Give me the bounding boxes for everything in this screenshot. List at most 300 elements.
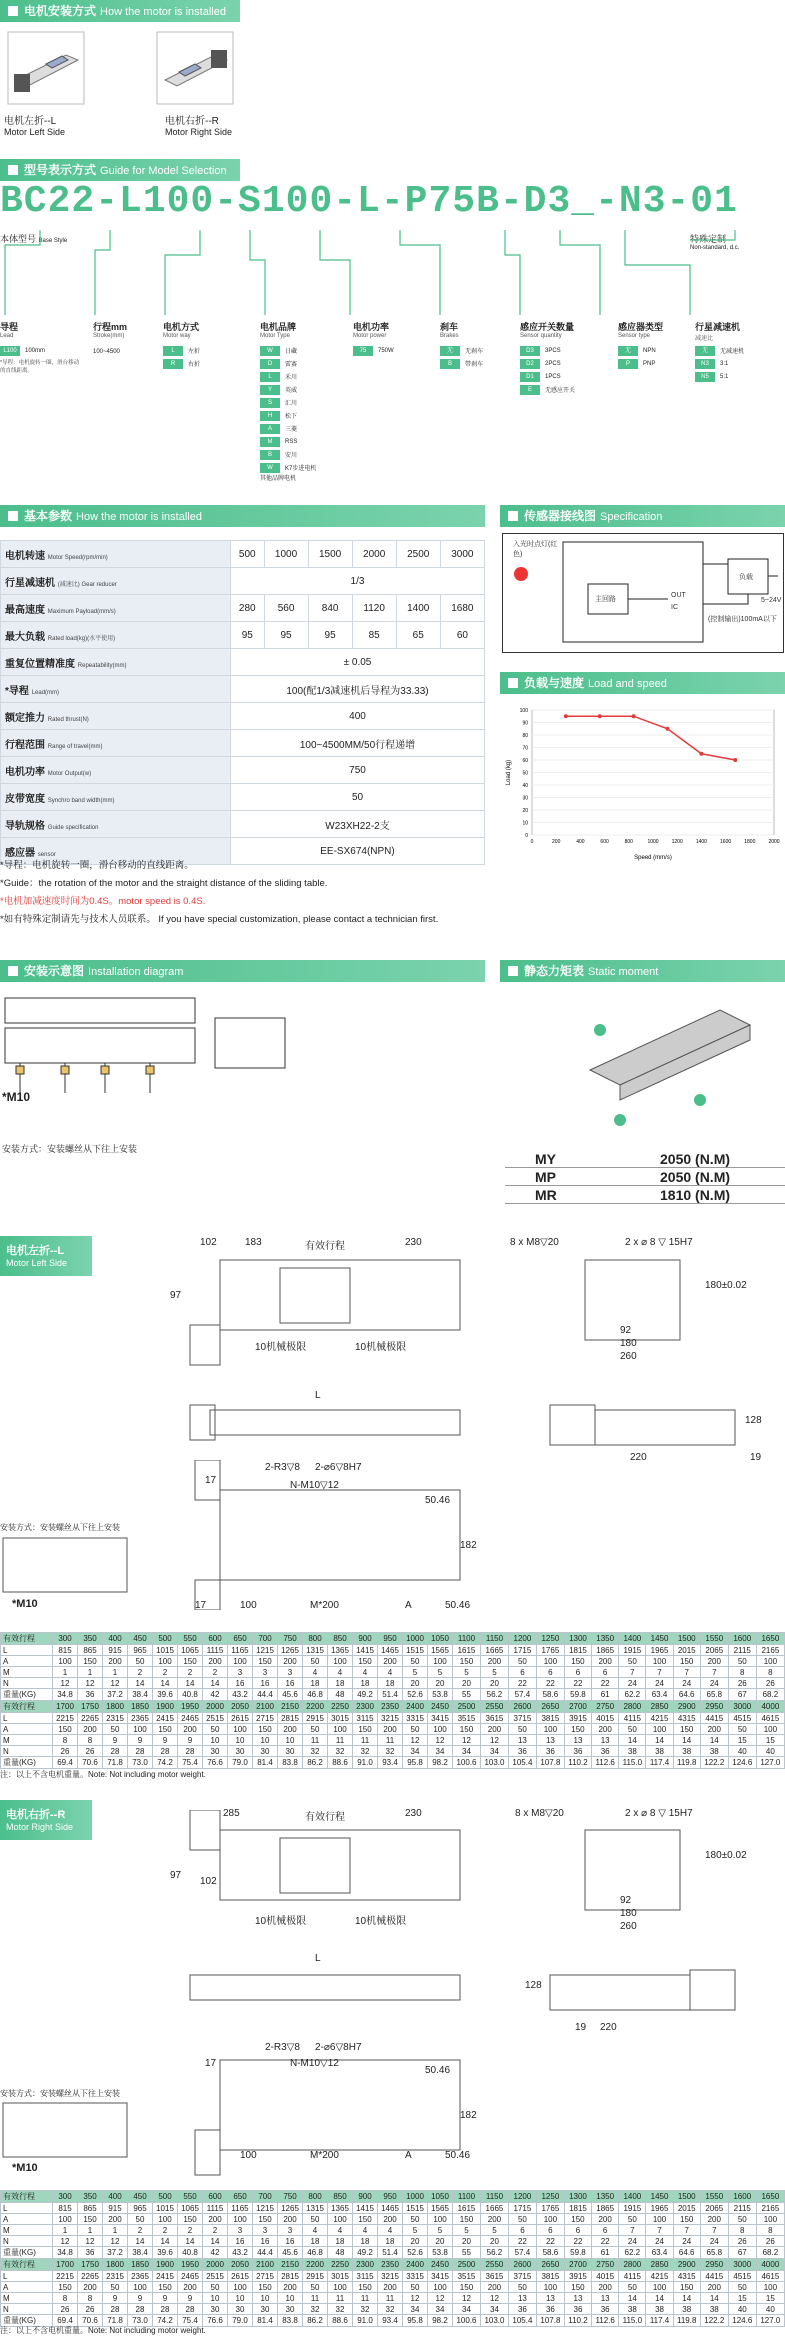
option-label: PNP — [643, 360, 656, 367]
table-cell: 2150 — [278, 2259, 303, 2271]
spec-key-cn: 皮带宽度 — [5, 793, 45, 805]
option-label: RSS — [285, 438, 298, 445]
option-label: 安川 — [285, 453, 298, 459]
option-row — [260, 345, 316, 356]
table-cell: 3515 — [453, 2271, 481, 2282]
spec-row — [1, 622, 485, 649]
table-cell: 40.8 — [178, 1689, 203, 1701]
table-cell: 50 — [728, 2214, 756, 2225]
dim-L-r: L — [315, 1953, 321, 1964]
table-cell: 200 — [178, 2282, 203, 2293]
left-table-foot: 注：以上不含电机重量。Note: Not including motor weight. — [0, 1770, 206, 1779]
table-cell: 1900 — [153, 2259, 178, 2271]
table-cell: 2800 — [619, 2259, 646, 2271]
table-cell: 38 — [646, 2304, 673, 2315]
table-cell: 37.2 — [103, 1689, 128, 1701]
spec-cell: 1000 — [264, 541, 308, 568]
table-cell: 34 — [453, 2304, 481, 2315]
table-cell: 150 — [673, 2282, 700, 2293]
table-cell: 1250 — [536, 1633, 564, 1645]
dim-128: 128 — [745, 1415, 762, 1426]
table-cell: 50 — [619, 2214, 646, 2225]
option-label: 3:1 — [720, 360, 729, 367]
table-cell: 1700 — [53, 1701, 78, 1713]
spec-cell: 500 — [231, 541, 265, 568]
table-cell: 5 — [428, 1667, 453, 1678]
option-row — [618, 345, 656, 356]
table-cell: 800 — [303, 1633, 328, 1645]
table-cell: 70.6 — [78, 1757, 103, 1769]
table-cell: 13 — [564, 1735, 591, 1746]
table-cell: 2350 — [378, 1701, 403, 1713]
table-cell: 150 — [253, 2214, 278, 2225]
table-cell: 38 — [646, 1746, 673, 1757]
table-cell: 150 — [453, 1656, 481, 1667]
stroke-cn: 行程mm — [93, 322, 128, 332]
table-cell: 20 — [453, 2236, 481, 2247]
table-cell: 124.6 — [728, 2315, 756, 2327]
right-install-drawing — [0, 2100, 130, 2160]
table-cell: 200 — [700, 1724, 728, 1735]
table-cell: 10 — [278, 1735, 303, 1746]
install-header — [0, 960, 485, 982]
table-cell: 42 — [203, 2247, 228, 2259]
table-cell: 2250 — [328, 1701, 353, 1713]
lead-en: Lead — [0, 333, 14, 339]
table-cell: 2 — [203, 1667, 228, 1678]
table-cell: 1215 — [253, 2203, 278, 2214]
install-m10: *M10 — [2, 1090, 31, 1104]
table-cell: 2415 — [153, 2271, 178, 2282]
table-cell: 24 — [700, 1678, 728, 1689]
table-cell: 2200 — [303, 1701, 328, 1713]
base-cn: 本体型号 — [0, 234, 37, 244]
table-cell: 24 — [646, 2236, 673, 2247]
table-row — [1, 1746, 785, 1757]
right-side-en: Motor Right Side — [6, 1822, 74, 1832]
table-cell: 50 — [303, 2282, 328, 2293]
table-cell: 16 — [278, 2236, 303, 2247]
table-cell: 2750 — [592, 2259, 619, 2271]
table-cell: 30 — [253, 2304, 278, 2315]
row-key: M — [1, 2293, 53, 2304]
table-cell: 4000 — [756, 2259, 784, 2271]
table-cell: 88.6 — [328, 2315, 353, 2327]
option-tag: Y — [260, 385, 280, 395]
table-cell: 95.8 — [403, 2315, 428, 2327]
load-label: 负载 — [739, 574, 753, 581]
table-cell: 150 — [564, 2214, 591, 2225]
table-cell: 200 — [592, 2214, 619, 2225]
lead-label — [0, 320, 18, 339]
table-row — [1, 2236, 785, 2247]
table-cell: 1550 — [700, 1633, 728, 1645]
header-title-en: Installation diagram — [88, 966, 184, 978]
dim-102: 102 — [200, 1237, 217, 1248]
table-cell: 28 — [128, 1746, 153, 1757]
table-cell: 100 — [153, 2214, 178, 2225]
table-cell: 1950 — [178, 1701, 203, 1713]
left-side-en: Motor Left Side — [6, 1258, 68, 1268]
table-cell: 1350 — [592, 2191, 619, 2203]
spec-key-cn: 行星减速机 — [5, 577, 55, 589]
table-row — [1, 2259, 785, 2271]
dim-128-r: 128 — [525, 1980, 542, 1991]
spec-key-cn: 额定推力 — [5, 712, 45, 724]
table-cell: 28 — [153, 2304, 178, 2315]
table-cell: 105.4 — [508, 2315, 536, 2327]
table-cell: 49.2 — [353, 2247, 378, 2259]
table-cell: 28 — [103, 1746, 128, 1757]
spec-cell: 95 — [231, 622, 265, 649]
spec-cell: 85 — [352, 622, 396, 649]
option-row — [520, 371, 575, 382]
table-cell: 100 — [328, 1656, 353, 1667]
red-cn: 行星减速机 — [695, 322, 741, 332]
table-cell: 12 — [480, 2293, 508, 2304]
dim-A: A — [405, 1600, 412, 1611]
table-cell: 74.2 — [153, 1757, 178, 1769]
option-row — [520, 345, 575, 356]
table-cell: 12 — [78, 1678, 103, 1689]
table-cell: 20 — [403, 2236, 428, 2247]
option-row — [618, 358, 656, 369]
x-tick-label: 200 — [552, 839, 561, 845]
option-row — [440, 345, 483, 356]
option-row — [260, 358, 316, 369]
table-cell: 7 — [700, 2225, 728, 2236]
option-label: 左折 — [188, 349, 201, 355]
spec-cell: W23XH22-2支 — [231, 811, 485, 838]
option-tag: H — [260, 411, 280, 421]
table-cell: 3 — [278, 2225, 303, 2236]
moment-drawing — [560, 990, 760, 1140]
option-label: 三菱 — [285, 427, 298, 433]
table-cell: 200 — [480, 2282, 508, 2293]
option-row — [163, 358, 200, 369]
table-cell: 127.0 — [756, 2315, 784, 2327]
spec-key-cn: 最大负载 — [5, 631, 45, 643]
table-cell: 400 — [103, 1633, 128, 1645]
table-cell: 1900 — [153, 1701, 178, 1713]
table-cell: 8 — [728, 2225, 756, 2236]
table-cell: 4 — [353, 2225, 378, 2236]
table-cell: 815 — [53, 1645, 78, 1656]
table-cell: 550 — [178, 1633, 203, 1645]
table-cell: 3615 — [480, 2271, 508, 2282]
table-cell: 1215 — [253, 1645, 278, 1656]
speed-header — [500, 672, 785, 694]
table-cell: 815 — [53, 2203, 78, 2214]
table-cell: 50 — [403, 1724, 428, 1735]
table-cell: 6 — [508, 1667, 536, 1678]
red-en: 减速比 — [695, 336, 714, 342]
table-cell: 2365 — [128, 1713, 153, 1724]
x-tick-label: 2000 — [768, 839, 780, 845]
table-cell: 100 — [228, 2282, 253, 2293]
table-cell: 2100 — [253, 1701, 278, 1713]
dim-hole-r: 2 x ⌀ 8 ▽ 15H7 — [625, 1808, 693, 1819]
motor-left-image — [6, 30, 86, 106]
install-drawing — [0, 988, 300, 1108]
table-row — [1, 1735, 785, 1746]
table-row — [1, 2304, 785, 2315]
spec-key-en: Rated load(kg)(水平使用) — [47, 635, 116, 642]
lead-cn: 导程 — [0, 322, 19, 332]
spec-key-cn: *导程 — [5, 685, 29, 697]
spec-cell: 1/3 — [231, 568, 485, 595]
table-cell: 2750 — [592, 1701, 619, 1713]
option-tag: S — [260, 398, 280, 408]
option-label: 2PCS — [545, 360, 561, 367]
table-cell: 30 — [203, 1746, 228, 1757]
table-cell: 100 — [328, 1724, 353, 1735]
table-cell: 200 — [78, 1724, 103, 1735]
table-cell: 5 — [453, 2225, 481, 2236]
table-row — [1, 2214, 785, 2225]
square-icon — [8, 165, 18, 175]
table-cell: 100 — [428, 1656, 453, 1667]
table-cell: 12 — [428, 2293, 453, 2304]
table-cell: 36 — [78, 2247, 103, 2259]
table-cell: 1115 — [203, 2203, 228, 2214]
table-cell: 14 — [700, 2293, 728, 2304]
table-cell: 4015 — [592, 2271, 619, 2282]
table-cell: 1 — [53, 1667, 78, 1678]
table-cell: 11 — [303, 1735, 328, 1746]
table-cell: 13 — [508, 2293, 536, 2304]
table-cell: 20 — [453, 1678, 481, 1689]
table-cell: 10 — [228, 1735, 253, 1746]
table-cell: 18 — [378, 1678, 403, 1689]
table-cell: 24 — [619, 1678, 646, 1689]
right-en: Motor Right Side — [165, 127, 233, 137]
table-row — [1, 1689, 785, 1701]
table-cell: 800 — [303, 2191, 328, 2203]
table-cell: 100 — [328, 2282, 353, 2293]
table-cell: 50 — [103, 1724, 128, 1735]
dim-h6: 2-⌀6▽8H7 — [315, 1462, 362, 1473]
table-cell: 18 — [353, 2236, 378, 2247]
lamp-label: 入光时点灯(红色) — [513, 541, 558, 558]
table-cell: 3415 — [428, 2271, 453, 2282]
table-cell: 2300 — [353, 1701, 378, 1713]
table-cell: 119.8 — [673, 1757, 700, 1769]
table-cell: 6 — [536, 1667, 564, 1678]
option-label: 5:1 — [720, 373, 729, 380]
row-key: L — [1, 1645, 53, 1656]
table-cell: 26 — [53, 1746, 78, 1757]
table-cell: 2650 — [536, 1701, 564, 1713]
table-cell: 14 — [700, 1735, 728, 1746]
spec-row — [1, 703, 485, 730]
table-cell: 16 — [253, 1678, 278, 1689]
table-cell: 11 — [378, 2293, 403, 2304]
table-cell: 2250 — [328, 2259, 353, 2271]
option-row — [260, 371, 316, 382]
table-cell: 2700 — [564, 1701, 591, 1713]
table-cell: 2 — [203, 2225, 228, 2236]
stroke-label — [93, 320, 127, 339]
option-tag: N3 — [695, 359, 715, 369]
row-key: L — [1, 2271, 53, 2282]
spec-row — [1, 649, 485, 676]
table-cell: 57.4 — [508, 1689, 536, 1701]
table-cell: 150 — [353, 2214, 378, 2225]
stype-label — [618, 320, 663, 339]
table-cell: 62.2 — [619, 2247, 646, 2259]
table-cell: 965 — [128, 1645, 153, 1656]
note1: *导程：电机旋转一圈，滑台移动的直线距离。 — [0, 860, 194, 871]
x-axis-label: Speed (mm/s) — [634, 855, 672, 861]
table-cell: 100 — [536, 1656, 564, 1667]
table-cell: 1465 — [378, 2203, 403, 2214]
table-cell: 14 — [646, 2293, 673, 2304]
table-cell: 91.0 — [353, 1757, 378, 1769]
option-label: 带刹车 — [465, 362, 484, 368]
table-cell: 13 — [592, 2293, 619, 2304]
table-cell: 1915 — [619, 1645, 646, 1656]
table-cell: 50 — [728, 1656, 756, 1667]
row-key: 有效行程 — [1, 2259, 53, 2271]
table-cell: 34 — [428, 2304, 453, 2315]
table-cell: 150 — [564, 1724, 591, 1735]
table-cell: 36 — [564, 1746, 591, 1757]
right-motor-drawing — [545, 1965, 745, 2025]
table-cell: 105.4 — [508, 1757, 536, 1769]
y-tick-label: 20 — [522, 808, 528, 814]
table-cell: 4 — [378, 1667, 403, 1678]
table-cell: 1650 — [756, 1633, 784, 1645]
dim-180: 180±0.02 — [705, 1280, 747, 1291]
table-cell: 12 — [403, 2293, 428, 2304]
table-cell: 36 — [508, 1746, 536, 1757]
table-cell: 150 — [453, 2282, 481, 2293]
power-options — [353, 345, 394, 358]
table-cell: 16 — [253, 2236, 278, 2247]
stroke-value: 100~4500 — [93, 349, 120, 355]
table-cell: 200 — [480, 2214, 508, 2225]
table-cell: 12 — [53, 2236, 78, 2247]
table-cell: 2915 — [303, 1713, 328, 1724]
table-cell: 26 — [756, 1678, 784, 1689]
table-cell: 22 — [564, 1678, 591, 1689]
moment-key: MR — [535, 1187, 557, 1203]
option-tag: W — [260, 463, 280, 473]
table-cell: 2 — [128, 1667, 153, 1678]
table-cell: 4 — [328, 1667, 353, 1678]
y-tick-label: 60 — [522, 758, 528, 764]
row-key: M — [1, 2225, 53, 2236]
table-cell: 1950 — [178, 2259, 203, 2271]
table-cell: 2 — [178, 2225, 203, 2236]
table-cell: 2915 — [303, 2271, 328, 2282]
table-cell: 14 — [178, 2236, 203, 2247]
table-cell: 38 — [673, 1746, 700, 1757]
table-cell: 2450 — [428, 1701, 453, 1713]
table-cell: 11 — [353, 2293, 378, 2304]
table-cell: 81.4 — [253, 2315, 278, 2327]
left-install-note: 安装方式：安装螺丝从下往上安装 — [0, 1523, 120, 1532]
table-cell: 3215 — [378, 1713, 403, 1724]
table-cell: 22 — [592, 2236, 619, 2247]
option-row — [440, 358, 483, 369]
table-cell: 865 — [78, 1645, 103, 1656]
spec-key-en: Rated thrust(N) — [47, 716, 89, 723]
spec-key-cn: 感应器 — [5, 847, 35, 859]
table-cell: 5 — [480, 2225, 508, 2236]
spec-cell: 3000 — [440, 541, 484, 568]
table-cell: 9 — [103, 2293, 128, 2304]
row-key: A — [1, 1724, 53, 1735]
basic-header — [0, 505, 485, 527]
table-cell: 1165 — [228, 1645, 253, 1656]
table-cell: 63.4 — [646, 1689, 673, 1701]
spec-row — [1, 784, 485, 811]
table-cell: 1865 — [592, 1645, 619, 1656]
data-point — [632, 714, 636, 718]
lead-value: 100mm — [25, 347, 46, 354]
table-cell: 200 — [278, 2214, 303, 2225]
table-cell: 2350 — [378, 2259, 403, 2271]
table-cell: 50 — [303, 1724, 328, 1735]
option-tag: D2 — [520, 359, 540, 369]
install-way-header — [0, 0, 240, 22]
table-cell: 10 — [203, 2293, 228, 2304]
table-cell: 18 — [378, 2236, 403, 2247]
table-cell: 2950 — [700, 1701, 728, 1713]
table-cell: 49.2 — [353, 1689, 378, 1701]
table-cell: 750 — [278, 2191, 303, 2203]
x-tick-label: 1600 — [720, 839, 732, 845]
option-tag: W — [260, 346, 280, 356]
table-row — [1, 1701, 785, 1713]
right-side-label — [0, 1800, 92, 1840]
table-cell: 12 — [78, 2236, 103, 2247]
table-cell: 22 — [592, 1678, 619, 1689]
model-code: BC22-L100-S100-L-P75B-D3_-N3-01 — [0, 180, 738, 223]
table-cell: 6 — [536, 2225, 564, 2236]
left-en: Motor Left Side — [4, 127, 66, 137]
spec-cell: 1680 — [440, 595, 484, 622]
data-point — [564, 714, 568, 718]
table-cell: 2515 — [203, 2271, 228, 2282]
table-cell: 73.0 — [128, 1757, 153, 1769]
table-cell: 8 — [78, 2293, 103, 2304]
table-cell: 69.4 — [53, 2315, 78, 2327]
table-cell: 2715 — [253, 1713, 278, 1724]
table-cell: 2815 — [278, 1713, 303, 1724]
table-row — [1, 2247, 785, 2259]
table-cell: 50 — [508, 2214, 536, 2225]
table-cell: 600 — [203, 1633, 228, 1645]
table-cell: 1765 — [536, 2203, 564, 2214]
table-cell: 200 — [178, 1724, 203, 1735]
way-options — [163, 345, 200, 371]
mtype-cn: 电机品牌 — [260, 322, 297, 332]
dim-180-r: 180±0.02 — [705, 1850, 747, 1861]
table-row — [1, 2203, 785, 2214]
table-cell: 18 — [328, 1678, 353, 1689]
table-cell: 8 — [728, 1667, 756, 1678]
dim-h6-r: 2-⌀6▽8H7 — [315, 2042, 362, 2053]
dim-92: 92 — [620, 1325, 632, 1336]
table-cell: 2 — [153, 2225, 178, 2236]
spec-cell: 65 — [396, 622, 440, 649]
option-tag: B — [440, 359, 460, 369]
way-label — [163, 320, 199, 339]
table-cell: 100 — [646, 2214, 673, 2225]
